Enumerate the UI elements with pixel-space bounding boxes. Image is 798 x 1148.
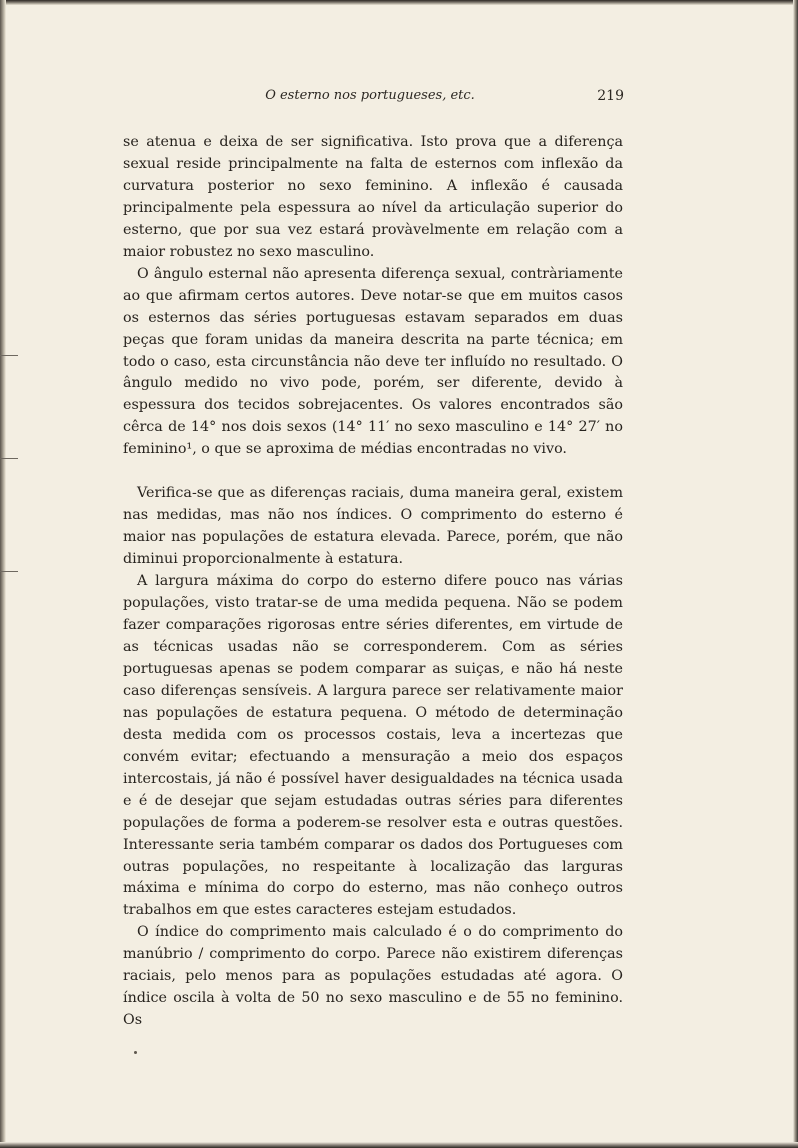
paragraph: O índice do comprimento mais calculado é o do comprimento do manúbrio / comprimento do corpo. Parece não existirem diferenças raciais, pelo menos para as populações estudadas até agora. O índice oscila à volta de 50 no sexo masculino e de 55 no feminino. Os — [123, 924, 623, 1029]
page-binding-edge — [0, 0, 6, 1148]
page-number: 219 — [597, 88, 624, 104]
body-text — [123, 132, 623, 1032]
paragraph: se atenua e deixa de ser significativa. Isto prova que a diferença sexual reside principalmente na falta de esternos com inflexão da curvatura posterior no sexo feminino. A inflexão é causada principalmente pela espessura ao nível da articulação superior do esterno, que por sua vez estará provàvelmente em relação com a maior robustez no sexo masculino. — [123, 134, 623, 260]
running-title: O esterno nos portugueses, etc. — [265, 88, 475, 103]
page-top-edge — [0, 0, 798, 5]
margin-tick — [0, 458, 18, 459]
paragraph: A largura máxima do corpo do esterno difere pouco nas várias populações, visto tratar-se de uma medida pequena. Não se podem fazer comparações rigorosas entre séries diferentes, em virtude de as técnicas usadas não se corresponderem. Com as séries portuguesas apenas se podem comparar as suiças, e não há neste caso diferenças sensíveis. A largura parece ser relativamente maior nas populações de estatura pequena. O método de determinação desta medida com os processos costais, leva a incertezas que convém evitar; efectuando a mensuração a meio dos espaços intercostais, já não é possível haver desigualdades na técnica usada e é de desejar que sejam estudadas outras séries para diferentes populações de forma a poderem-se resolver esta e outras questões. Interessante seria também comparar os dados dos Portugueses com outras populações, no respeitante à localização das larguras máxima e mínima do corpo do esterno, mas não conheço outros trabalhos em que estes caracteres estejam estudados. — [123, 573, 623, 919]
ink-speck — [134, 1051, 137, 1054]
running-head — [116, 88, 624, 110]
margin-tick — [0, 571, 18, 572]
page-bottom-edge — [0, 1142, 798, 1148]
paragraph: Verifica-se que as diferenças raciais, duma maneira geral, existem nas medidas, mas não nos índices. O comprimento do esterno é maior nas populações de estatura elevada. Parece, porém, que não diminui proporcionalmente à estatura. — [123, 485, 623, 568]
page-right-edge — [793, 0, 798, 1148]
paragraph: O ângulo esternal não apresenta diferença sexual, contràriamente ao que afirmam certos autores. Deve notar-se que em muitos casos os esternos das séries portuguesas estavam separados em duas peças que foram unidas da maneira descrita na parte técnica; em todo o caso, esta circunstância não deve ter influído no resultado. O ângulo medido no vivo pode, porém, ser diferente, devido à espessura dos tecidos sobrejacentes. Os valores encontrados são cêrca de 14° nos dois sexos (14° 11′ no sexo masculino e 14° 27′ no feminino¹, o que se aproxima de médias encontradas no vivo. — [123, 265, 623, 458]
margin-tick — [0, 355, 18, 356]
